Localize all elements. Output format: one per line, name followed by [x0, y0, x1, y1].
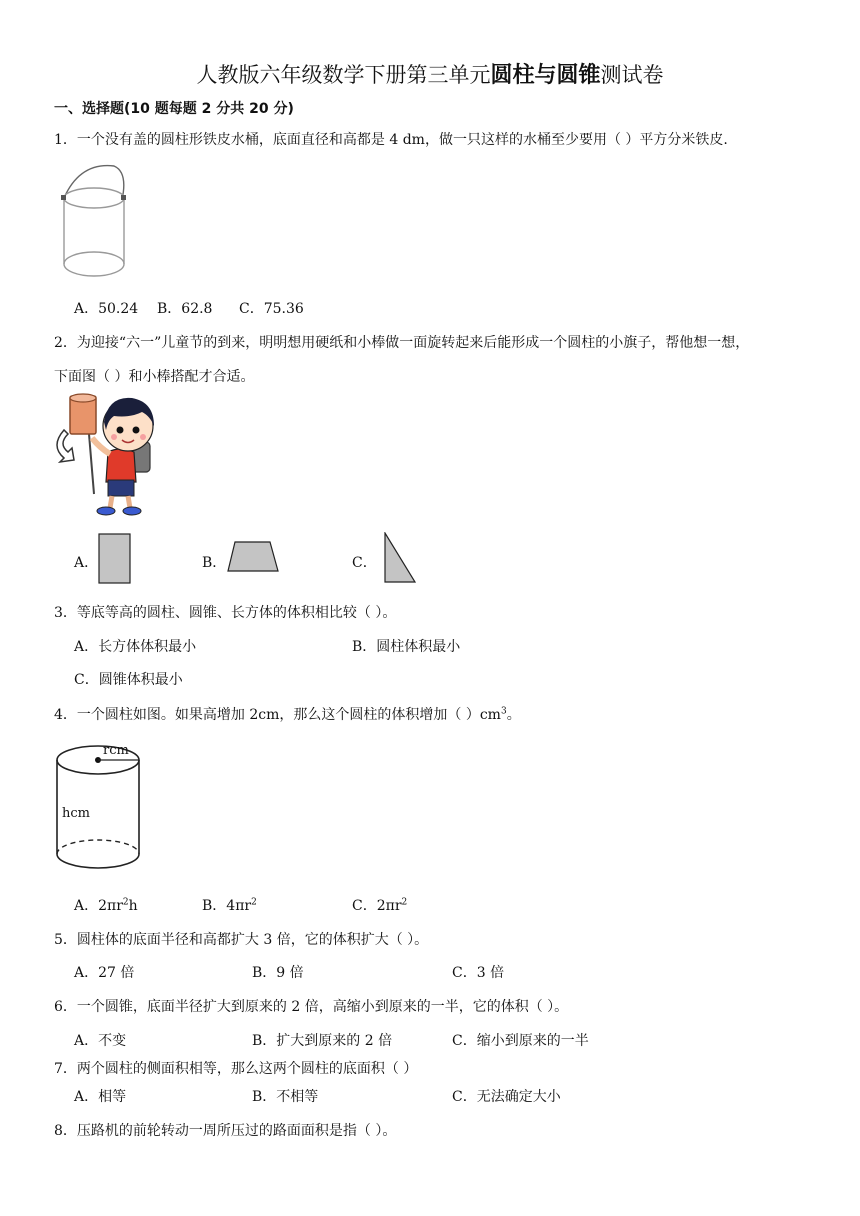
question-8: 8．压路机的前轮转动一周所压过的路面面积是指（ ）。 [54, 1123, 397, 1139]
boy-with-flag-illustration [50, 390, 162, 520]
question-1: 1．一个没有盖的圆柱形铁皮水桶，底面直径和高都是 4 dm，做一只这样的水桶至少要用（ ）平方分米铁皮. [54, 132, 728, 148]
rectangle-shape [98, 533, 132, 585]
bucket-figure [56, 160, 136, 282]
question-2-line2: 下面图（ ）和小棒搭配才合适。 [54, 369, 255, 385]
question-6: 6．一个圆锥，底面半径扩大到原来的 2 倍，高缩小到原来的一半，它的体积（ ）。 [54, 999, 569, 1015]
q2-option-b[interactable]: B． [202, 555, 227, 571]
q4-option-a[interactable]: A．$2\pi r^2h$ [74, 897, 138, 914]
q7-option-a[interactable]: A．相等 [74, 1089, 127, 1105]
q6-option-c[interactable]: C．缩小到原来的一半 [452, 1033, 589, 1049]
q3-option-b[interactable]: B．圆柱体积最小 [352, 639, 461, 655]
question-4: 4．一个圆柱如图。如果高增加 2cm，那么这个圆柱的体积增加（ ）$cm^3$。 [54, 706, 521, 723]
question-7: 7．两个圆柱的侧面积相等，那么这两个圆柱的底面积（ ） [54, 1061, 418, 1077]
q5-option-a[interactable]: A．27 倍 [74, 965, 135, 981]
q7-option-c[interactable]: C．无法确定大小 [452, 1089, 561, 1105]
section-heading: 一、选择题(10 题每题 2 分共 20 分) [54, 101, 294, 117]
question-3: 3．等底等高的圆柱、圆锥、长方体的体积相比较（ ）。 [54, 605, 397, 621]
q3-option-a[interactable]: A．长方体体积最小 [74, 639, 197, 655]
question-2-line1: 2．为迎接“六一”儿童节的到来，明明想用硬纸和小棒做一面旋转起来后能形成一个圆柱的小旗子，帮他想一想， [54, 335, 750, 351]
q1-option-b[interactable]: B．62.8 [157, 301, 213, 317]
q5-option-c[interactable]: C．3 倍 [452, 965, 505, 981]
q1-option-a[interactable]: A．50.24 [74, 301, 139, 317]
q3-option-c[interactable]: C．圆锥体积最小 [74, 672, 183, 688]
question-5: 5．圆柱体的底面半径和高都扩大 3 倍，它的体积扩大（ ）。 [54, 932, 429, 948]
radius-label: rcm [103, 743, 129, 758]
page-title: 人教版六年级数学下册第三单元圆柱与圆锥测试卷 [196, 63, 664, 88]
q2-option-c[interactable]: C． [352, 555, 377, 571]
q2-option-a[interactable]: A． [74, 555, 99, 571]
trapezoid-shape [226, 541, 280, 573]
right-triangle-shape [383, 532, 417, 584]
q6-option-a[interactable]: A．不变 [74, 1033, 127, 1049]
q5-option-b[interactable]: B．9 倍 [252, 965, 304, 981]
q7-option-b[interactable]: B．不相等 [252, 1089, 319, 1105]
height-label: hcm [62, 806, 90, 821]
q6-option-b[interactable]: B．扩大到原来的 2 倍 [252, 1033, 393, 1049]
q1-option-c[interactable]: C．75.36 [239, 301, 304, 317]
q4-option-c[interactable]: C．$2\pi r^2$ [352, 897, 408, 914]
q4-option-b[interactable]: B．$4\pi r^2$ [202, 897, 257, 914]
